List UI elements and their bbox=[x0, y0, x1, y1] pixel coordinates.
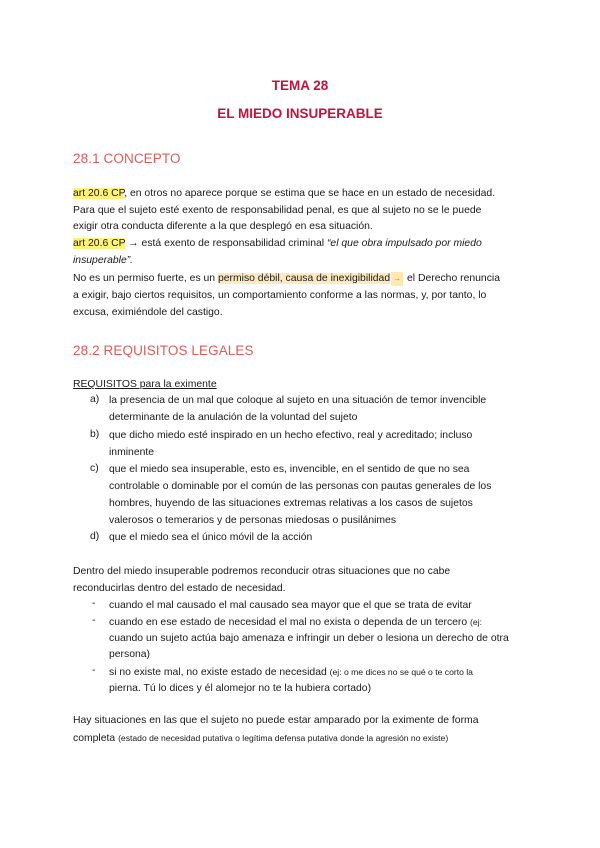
list-item: inminente bbox=[109, 447, 155, 458]
list-item: que el miedo sea el único móvil de la acción bbox=[109, 532, 313, 543]
dash-bullet: - bbox=[92, 615, 96, 626]
page-title: TEMA 28 bbox=[271, 78, 329, 93]
list-marker: c) bbox=[90, 463, 99, 474]
list-marker: d) bbox=[90, 531, 100, 542]
list-item: que dicho miedo esté inspirado en un hecho efectivo, real y acreditado; incluso bbox=[109, 430, 473, 441]
paragraph-line: a exigir, bajo ciertos requisitos, un comportamiento conforme a las normas, y, por tanto, lo bbox=[73, 290, 487, 301]
legal-quote: “el que obra impulsado por miedo bbox=[326, 238, 482, 249]
arrow-icon: → bbox=[391, 272, 403, 286]
list-item: determinante de la anulación de la voluntad del sujeto bbox=[109, 412, 358, 423]
subheading: REQUISITOS para la eximente bbox=[73, 379, 217, 390]
legal-quote: insuperable”. bbox=[73, 255, 134, 266]
list-item: valerosos o temerarios y de personas miedosas o pusilánimes bbox=[109, 515, 397, 526]
dash-item: cuando el mal causado el mal causado sea mayor que el que se trata de evitar bbox=[109, 600, 472, 611]
section-heading-requisitos: 28.2 REQUISITOS LEGALES bbox=[73, 343, 254, 358]
paragraph-line: reconducirlas dentro del estado de necesidad. bbox=[73, 583, 286, 594]
dash-item-note: cuando un sujeto actúa bajo amenaza e infringir un deber o lesiona un derecho de otra bbox=[109, 633, 509, 644]
dash-item: si no existe mal, no existe estado de necesidad (ej: o me dices no se qué o te corto la bbox=[109, 667, 473, 678]
list-item: hombres, huyendo de las situaciones extremas relativas a los casos de sujetos bbox=[109, 498, 473, 509]
paragraph-line: Para que el sujeto esté exento de responsabilidad penal, es que al sujeto no se le puede bbox=[73, 205, 482, 216]
paragraph-line: Hay situaciones en las que el sujeto no puede estar amparado por la eximente de forma bbox=[73, 715, 479, 726]
article-reference: art 20.6 CP bbox=[73, 188, 125, 199]
article-reference: art 20.6 CP bbox=[73, 238, 126, 249]
paragraph-line: art 20.6 CP, en otros no aparece porque se estima que se hace en un estado de necesidad. bbox=[73, 188, 496, 199]
page-subtitle: EL MIEDO INSUPERABLE bbox=[217, 106, 383, 121]
highlighted-concept: permiso débil, causa de inexigibilidad bbox=[217, 273, 391, 284]
dash-bullet: - bbox=[92, 598, 96, 609]
paragraph-line: completa (estado de necesidad putativa o legítima defensa putativa donde la agresión no existe) bbox=[73, 733, 449, 744]
dash-item-note: persona) bbox=[109, 649, 151, 660]
section-heading-concepto: 28.1 CONCEPTO bbox=[73, 151, 181, 166]
paragraph-line: No es un permiso fuerte, es un permiso débil, causa de inexigibilidad → el Derecho renuncia bbox=[73, 273, 500, 284]
list-marker: b) bbox=[90, 429, 100, 440]
paragraph-line: excusa, eximiéndole del castigo. bbox=[73, 307, 223, 318]
list-item: que el miedo sea insuperable, esto es, invencible, en el sentido de que no sea bbox=[109, 464, 470, 475]
dash-item-note: pierna. Tú lo dices y él alomejor no te la hubiera cortado) bbox=[109, 683, 372, 694]
paragraph-line: Dentro del miedo insuperable podremos reconducir otras situaciones que no cabe bbox=[73, 566, 451, 577]
dash-item: cuando en ese estado de necesidad el mal no exista o dependa de un tercero (ej: bbox=[109, 617, 482, 628]
dash-bullet: - bbox=[92, 665, 96, 676]
list-marker: a) bbox=[90, 394, 100, 405]
list-item: la presencia de un mal que coloque al sujeto en una situación de temor invencible bbox=[109, 395, 487, 406]
list-item: controlable o dominable por el común de las personas con pautas generales de los bbox=[109, 481, 492, 492]
paragraph-line: art 20.6 CP → está exento de responsabilidad criminal “el que obra impulsado por miedo bbox=[73, 238, 482, 249]
paragraph-line: exigir otra conducta diferente a la que desplegó en esa situación. bbox=[73, 221, 373, 232]
